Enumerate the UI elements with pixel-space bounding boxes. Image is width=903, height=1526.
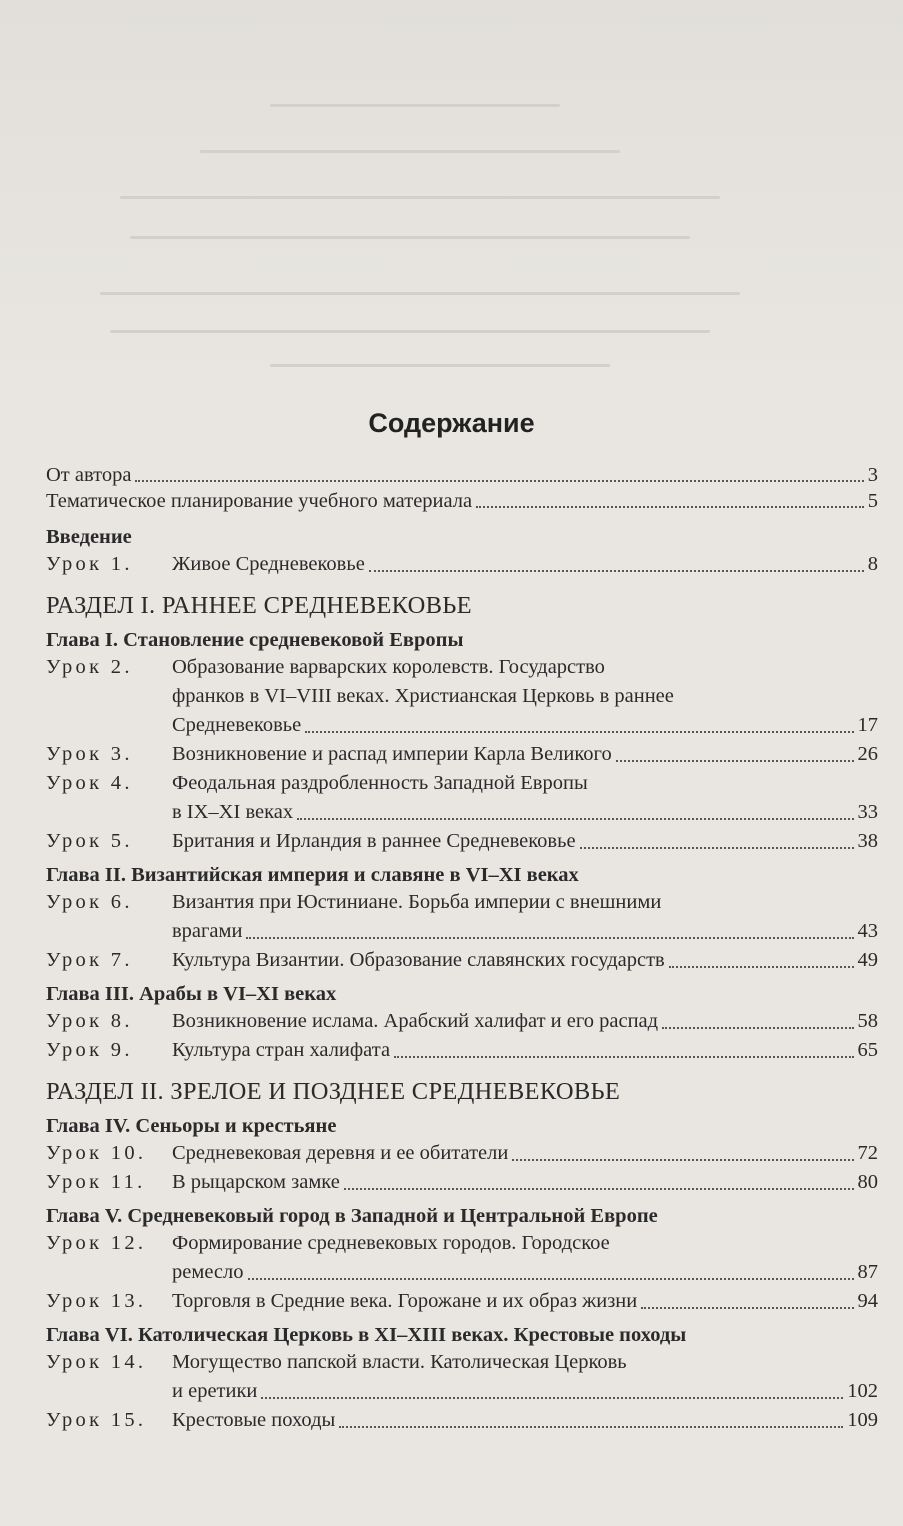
lesson-body bbox=[172, 769, 878, 827]
page-number: 43 bbox=[857, 920, 878, 942]
lesson-title: Крестовые походы bbox=[172, 1409, 336, 1431]
page-number: 65 bbox=[857, 1039, 878, 1061]
page-number: 102 bbox=[847, 1380, 878, 1402]
lesson-body bbox=[172, 550, 878, 579]
lesson-body bbox=[172, 1036, 878, 1065]
dot-leader bbox=[248, 1278, 854, 1280]
lesson-body bbox=[172, 1007, 878, 1036]
lesson-entry[interactable] bbox=[46, 1229, 878, 1287]
lesson-title: Возникновение ислама. Арабский халифат и его распад bbox=[172, 1010, 659, 1032]
lesson-entry[interactable] bbox=[46, 1168, 878, 1197]
chapter-heading[interactable]: Глава I. Становление средневековой Европы bbox=[46, 629, 464, 651]
lesson-title: франков в VI–VIII веках. Христианская Церковь в раннее bbox=[172, 685, 674, 707]
chapter-heading[interactable]: Глава II. Византийская империя и славяне в VI–XI веках bbox=[46, 864, 579, 886]
entry-title: От автора bbox=[46, 464, 132, 486]
toc-entry[interactable] bbox=[46, 462, 878, 488]
lesson-line bbox=[172, 798, 878, 827]
dot-leader bbox=[512, 1159, 853, 1161]
lesson-entry[interactable] bbox=[46, 550, 878, 579]
dot-leader bbox=[246, 937, 853, 939]
lesson-body bbox=[172, 1406, 878, 1435]
lesson-entry[interactable] bbox=[46, 1007, 878, 1036]
lesson-entry[interactable] bbox=[46, 1287, 878, 1316]
dot-leader bbox=[662, 1027, 853, 1029]
lesson-line bbox=[172, 1258, 878, 1287]
lesson-body bbox=[172, 1348, 878, 1406]
lesson-line bbox=[172, 1377, 878, 1406]
lesson-body bbox=[172, 1229, 878, 1287]
lesson-line bbox=[172, 653, 878, 682]
lesson-label: Урок 6. bbox=[46, 891, 133, 913]
lesson-body bbox=[172, 653, 878, 740]
intro-heading[interactable]: Введение bbox=[46, 526, 132, 548]
lesson-label: Урок 14. bbox=[46, 1351, 147, 1373]
dot-leader bbox=[669, 966, 854, 968]
lesson-line bbox=[172, 550, 878, 579]
lesson-label: Урок 11. bbox=[46, 1171, 146, 1193]
page-number: 26 bbox=[857, 743, 878, 765]
lesson-entry[interactable] bbox=[46, 827, 878, 856]
lesson-title: врагами bbox=[172, 920, 243, 942]
lesson-label: Урок 7. bbox=[46, 949, 133, 971]
lesson-line bbox=[172, 682, 878, 711]
page-number: 5 bbox=[867, 490, 878, 512]
dot-leader bbox=[616, 760, 854, 762]
lesson-label: Урок 15. bbox=[46, 1409, 147, 1431]
lesson-line bbox=[172, 711, 878, 740]
lesson-title: Возникновение и распад империи Карла Великого bbox=[172, 743, 612, 765]
lesson-title: ремесло bbox=[172, 1261, 244, 1283]
lesson-line bbox=[172, 1007, 878, 1036]
section-heading[interactable]: РАЗДЕЛ II. ЗРЕЛОЕ И ПОЗДНЕЕ СРЕДНЕВЕКОВЬЕ bbox=[46, 1078, 621, 1105]
lesson-line bbox=[172, 888, 878, 917]
lesson-line bbox=[172, 1406, 878, 1435]
lesson-line bbox=[172, 1036, 878, 1065]
lesson-body bbox=[172, 946, 878, 975]
lesson-line bbox=[172, 917, 878, 946]
lesson-title: Средневековье bbox=[172, 714, 302, 736]
lesson-label: Урок 10. bbox=[46, 1142, 147, 1164]
lesson-line bbox=[172, 1348, 878, 1377]
lesson-title: Византия при Юстиниане. Борьба империи с внешними bbox=[172, 891, 662, 913]
lesson-title: и еретики bbox=[172, 1380, 258, 1402]
lesson-line bbox=[172, 1229, 878, 1258]
lesson-body bbox=[172, 827, 878, 856]
page-number: 3 bbox=[867, 464, 878, 486]
lesson-entry[interactable] bbox=[46, 740, 878, 769]
lesson-body bbox=[172, 1287, 878, 1316]
lesson-label: Урок 5. bbox=[46, 830, 133, 852]
table-of-contents bbox=[46, 462, 878, 1435]
lesson-label: Урок 2. bbox=[46, 656, 133, 678]
toc-entry[interactable] bbox=[46, 488, 878, 514]
page-title: Содержание bbox=[368, 408, 535, 438]
chapter-heading[interactable]: Глава IV. Сеньоры и крестьяне bbox=[46, 1115, 337, 1137]
lesson-line bbox=[172, 827, 878, 856]
lesson-title: Торговля в Средние века. Горожане и их образ жизни bbox=[172, 1290, 638, 1312]
lesson-line bbox=[172, 1287, 878, 1316]
dot-leader bbox=[580, 847, 854, 849]
lesson-title: Могущество папской власти. Католическая Церковь bbox=[172, 1351, 627, 1373]
page-number: 38 bbox=[857, 830, 878, 852]
entry-title: Тематическое планирование учебного материала bbox=[46, 490, 473, 512]
show-through-text bbox=[0, 0, 903, 400]
lesson-title: Феодальная раздробленность Западной Европы bbox=[172, 772, 588, 794]
page-number: 87 bbox=[857, 1261, 878, 1283]
lesson-title: Средневековая деревня и ее обитатели bbox=[172, 1142, 509, 1164]
lesson-label: Урок 13. bbox=[46, 1290, 147, 1312]
lesson-title: В рыцарском замке bbox=[172, 1171, 340, 1193]
lesson-title: Образование варварских королевств. Государство bbox=[172, 656, 605, 678]
section-heading[interactable]: РАЗДЕЛ I. РАННЕЕ СРЕДНЕВЕКОВЬЕ bbox=[46, 592, 472, 619]
lesson-title: Британия и Ирландия в раннее Средневековье bbox=[172, 830, 576, 852]
lesson-body bbox=[172, 740, 878, 769]
dot-leader bbox=[344, 1188, 854, 1190]
lesson-body bbox=[172, 1139, 878, 1168]
lesson-entry[interactable] bbox=[46, 1036, 878, 1065]
lesson-label: Урок 4. bbox=[46, 772, 133, 794]
page-number: 33 bbox=[857, 801, 878, 823]
lesson-title: Культура Византии. Образование славянских государств bbox=[172, 949, 665, 971]
dot-leader bbox=[305, 731, 853, 733]
lesson-entry[interactable] bbox=[46, 769, 878, 827]
page-number: 49 bbox=[857, 949, 878, 971]
lesson-body bbox=[172, 888, 878, 946]
page-number: 17 bbox=[857, 714, 878, 736]
dot-leader bbox=[369, 570, 864, 572]
chapter-heading[interactable]: Глава III. Арабы в VI–XI веках bbox=[46, 983, 337, 1005]
lesson-line bbox=[172, 740, 878, 769]
lesson-label: Урок 12. bbox=[46, 1232, 147, 1254]
page-number: 72 bbox=[857, 1142, 878, 1164]
lesson-body bbox=[172, 1168, 878, 1197]
lesson-entry[interactable] bbox=[46, 946, 878, 975]
lesson-line bbox=[172, 1139, 878, 1168]
page-number: 94 bbox=[857, 1290, 878, 1312]
lesson-label: Урок 1. bbox=[46, 553, 133, 575]
lesson-label: Урок 3. bbox=[46, 743, 133, 765]
lesson-entry[interactable] bbox=[46, 1139, 878, 1168]
lesson-entry[interactable] bbox=[46, 888, 878, 946]
dot-leader bbox=[641, 1307, 853, 1309]
page-number: 109 bbox=[847, 1409, 878, 1431]
lesson-title: Живое Средневековье bbox=[172, 553, 365, 575]
lesson-line bbox=[172, 769, 878, 798]
lesson-label: Урок 8. bbox=[46, 1010, 133, 1032]
chapter-heading[interactable]: Глава VI. Католическая Церковь в XI–XIII веках. Крестовые походы bbox=[46, 1324, 687, 1346]
dot-leader bbox=[135, 480, 863, 482]
dot-leader bbox=[339, 1426, 843, 1428]
lesson-entry[interactable] bbox=[46, 1348, 878, 1406]
dot-leader bbox=[394, 1056, 853, 1058]
lesson-entry[interactable] bbox=[46, 653, 878, 740]
page-number: 80 bbox=[857, 1171, 878, 1193]
lesson-label: Урок 9. bbox=[46, 1039, 133, 1061]
dot-leader bbox=[297, 818, 853, 820]
lesson-title: Формирование средневековых городов. Городское bbox=[172, 1232, 610, 1254]
chapter-heading[interactable]: Глава V. Средневековый город в Западной и Центральной Европе bbox=[46, 1205, 658, 1227]
page-number: 58 bbox=[857, 1010, 878, 1032]
lesson-line bbox=[172, 1168, 878, 1197]
lesson-title: в IX–XI веках bbox=[172, 801, 294, 823]
dot-leader bbox=[476, 506, 864, 508]
dot-leader bbox=[261, 1397, 843, 1399]
lesson-title: Культура стран халифата bbox=[172, 1039, 391, 1061]
lesson-line bbox=[172, 946, 878, 975]
lesson-entry[interactable] bbox=[46, 1406, 878, 1435]
page-number: 8 bbox=[867, 553, 878, 575]
